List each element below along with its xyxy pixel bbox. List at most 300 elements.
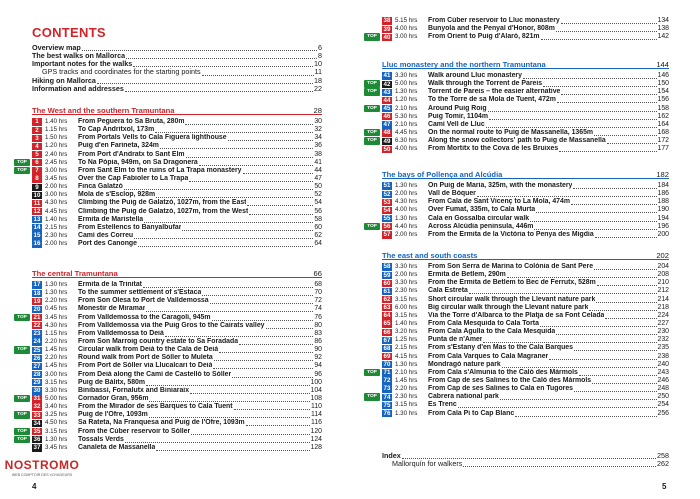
walk-title: From Sant Elm to the ruins of La Trapa monastery	[78, 166, 242, 174]
walk-page: 172	[657, 137, 669, 145]
walk-duration: 1.25 hrs	[395, 336, 418, 344]
walk-list	[367, 182, 669, 239]
top-badge: TOP	[14, 395, 30, 402]
walk-entry[interactable]	[382, 198, 669, 206]
walk-number: 13	[33, 216, 41, 224]
walk-page: 110	[311, 403, 322, 411]
walk-entry[interactable]	[32, 118, 322, 126]
walk-entry[interactable]	[382, 377, 669, 385]
walk-entry[interactable]	[367, 104, 669, 113]
top-badge: TOP	[364, 88, 380, 95]
leader-dots	[246, 419, 310, 426]
walk-entry[interactable]	[382, 361, 669, 369]
leader-dots	[190, 387, 309, 394]
walk-entry[interactable]	[32, 175, 322, 183]
walk-number: 2	[32, 127, 42, 134]
walk-duration: 3.00 hrs	[45, 166, 68, 174]
walk-entry[interactable]	[17, 435, 322, 444]
walk-entry[interactable]	[382, 328, 669, 336]
walk-duration: 5.15 hrs	[395, 17, 418, 25]
walk-entry[interactable]	[367, 393, 669, 401]
section-title: The West and the southern Tramuntana	[32, 106, 175, 115]
section-heading[interactable]	[32, 269, 322, 278]
walk-number: 40	[383, 33, 391, 41]
walk-duration: 6.30 hrs	[395, 137, 418, 145]
walk-entry[interactable]	[17, 395, 322, 403]
walk-page: 196	[657, 222, 669, 230]
walk-entry[interactable]	[32, 216, 322, 224]
walk-title: From Son Marroig country estate to Sa Foradada	[78, 338, 239, 346]
walk-title: From Cala de Sant Vicenç to La Mola, 474m	[428, 198, 570, 206]
walk-page: 56	[314, 207, 322, 215]
walk-entry[interactable]	[382, 271, 669, 279]
walk-title: From the Ermita de la Victòria to Penya des Migdia	[428, 230, 594, 238]
walk-page: 83	[314, 329, 322, 337]
walk-entry[interactable]	[382, 401, 669, 409]
walk-number: 62	[383, 295, 391, 303]
section-spacer	[174, 106, 313, 114]
leader-dots	[239, 338, 313, 345]
walk-entry[interactable]	[382, 25, 669, 33]
walk-page: 134	[657, 17, 669, 25]
walk-entry[interactable]	[17, 411, 322, 419]
walk-number: 30	[33, 387, 41, 395]
walk-page: 38	[314, 150, 322, 158]
walk-duration: 4.00 hrs	[395, 206, 418, 214]
entry-title: The best walks on Mallorca	[32, 52, 126, 61]
walk-title: Bunyola and the Penyal d'Honor, 808m	[428, 25, 555, 33]
walk-entry[interactable]	[32, 322, 322, 330]
leader-dots	[561, 88, 656, 95]
leader-dots	[199, 159, 314, 166]
walk-number: 60	[383, 279, 391, 287]
page-number-right: 5	[662, 482, 667, 491]
walk-page: 190	[657, 206, 669, 214]
walk-duration: 1.30 hrs	[45, 435, 68, 443]
walk-number: 56	[383, 223, 391, 231]
section-heading[interactable]	[382, 60, 669, 69]
walk-number: 15	[33, 232, 41, 240]
walk-page: 164	[657, 120, 669, 128]
walk-number: 42	[383, 80, 391, 88]
walk-entry[interactable]	[367, 129, 669, 137]
walk-title: From Cala Varques to Cala Magraner	[428, 352, 549, 360]
walk-entry[interactable]	[382, 96, 669, 104]
walk-entry[interactable]	[32, 240, 322, 248]
walk-title: Binibassí, Fornalutx and Biniaraix	[78, 386, 190, 394]
leader-dots	[486, 121, 657, 128]
walk-entry[interactable]	[382, 263, 669, 271]
walk-duration: 1.30 hrs	[395, 182, 418, 190]
walk-title: From Estellencs to Banyalbufar	[78, 223, 182, 231]
walk-entry[interactable]	[367, 33, 669, 41]
walk-entry[interactable]	[367, 137, 669, 145]
walk-page: 156	[657, 96, 669, 104]
walk-number: 59	[383, 271, 391, 279]
walk-entry[interactable]	[382, 279, 669, 287]
section-spacer	[546, 60, 657, 68]
page-number-left: 4	[32, 482, 37, 491]
leader-dots	[125, 436, 310, 443]
leader-dots	[595, 231, 657, 238]
walk-title: Punta de n'Amer	[428, 336, 483, 344]
walk-entry[interactable]	[382, 385, 669, 393]
walk-entry[interactable]	[382, 113, 669, 121]
walk-number: 41	[383, 72, 391, 80]
section-spacer	[477, 251, 656, 259]
walk-list	[17, 281, 322, 452]
walk-number: 14	[33, 224, 41, 232]
walk-entry[interactable]	[17, 158, 322, 167]
walk-entry[interactable]	[367, 88, 669, 96]
walk-title: From the Cúber reservoir to Sóller	[78, 427, 191, 435]
walk-entry[interactable]	[382, 336, 669, 344]
walk-entry[interactable]	[32, 142, 322, 150]
section-page: 182	[656, 170, 669, 179]
walk-duration: 3.15 hrs	[395, 311, 418, 319]
walk-page: 74	[314, 305, 322, 313]
walk-entry[interactable]	[367, 80, 669, 88]
leader-dots	[165, 330, 314, 337]
walk-page: 124	[310, 435, 322, 443]
walk-duration: 2.00 hrs	[45, 240, 68, 248]
walk-title: Camí Vell de Lluc	[428, 120, 485, 128]
walk-title: From the Ermita de Betlem to Bec de Ferrutx, 528m	[428, 279, 596, 287]
section-page: 144	[656, 60, 669, 69]
leader-dots	[540, 320, 657, 327]
walk-entry[interactable]	[382, 121, 669, 129]
walk-page: 235	[657, 344, 669, 352]
walk-number: 72	[383, 377, 391, 385]
leader-dots	[228, 134, 314, 141]
walk-number: 71	[383, 369, 391, 377]
walk-title: From Cúber reservoir to Lluc monastery	[428, 17, 560, 25]
walk-number: 55	[383, 214, 391, 222]
walk-title: Tossals Verds	[78, 435, 124, 443]
walk-number: 58	[383, 263, 391, 271]
walk-page: 200	[657, 230, 669, 238]
walk-duration: 1.30 hrs	[45, 289, 68, 297]
walk-title: Circular walk from Deià to the Cala de Deià	[78, 346, 219, 354]
walk-duration: 3.15 hrs	[45, 427, 68, 435]
walk-title: Short circular walk through the Llevant nature park	[428, 295, 596, 303]
walk-entry[interactable]	[17, 313, 322, 322]
walk-number: 38	[383, 17, 391, 25]
walk-title: To Na Pòpia, 949m, on Sa Dragonera	[78, 158, 198, 166]
walk-page: 32	[314, 126, 322, 134]
walk-duration: 2.20 hrs	[45, 354, 68, 362]
leader-dots	[146, 305, 313, 312]
walk-number: 6	[32, 159, 42, 166]
walk-entry[interactable]	[382, 231, 669, 239]
walk-number: 16	[33, 240, 41, 248]
walk-duration: 1.15 hrs	[45, 126, 68, 134]
walk-number: 28	[33, 370, 41, 378]
walk-entry[interactable]	[32, 199, 322, 207]
walk-title: From Son Serra de Marina to Colònia de Sant Pere	[428, 263, 594, 271]
walk-page: 86	[314, 338, 322, 346]
walk-number: 75	[383, 401, 391, 409]
leader-dots	[146, 379, 309, 386]
walk-entry[interactable]	[382, 287, 669, 295]
intro-list	[32, 44, 322, 93]
walk-duration: 3.30 hrs	[395, 279, 418, 287]
walk-page: 218	[657, 303, 669, 311]
walk-page: 54	[314, 199, 322, 207]
top-badge: TOP	[364, 137, 380, 144]
walk-number: 3	[32, 135, 42, 142]
walk-entry[interactable]	[32, 362, 322, 370]
walk-entry[interactable]	[32, 281, 322, 289]
walk-page: 47	[314, 175, 322, 183]
index-entry[interactable]	[382, 460, 669, 468]
walk-entry[interactable]	[382, 344, 669, 352]
walk-entry[interactable]	[382, 410, 669, 418]
walk-entry[interactable]	[32, 354, 322, 362]
leader-dots	[541, 33, 657, 40]
leader-dots	[515, 410, 656, 417]
leader-dots	[191, 428, 309, 435]
walk-entry[interactable]	[17, 166, 322, 175]
walk-number: 39	[383, 25, 391, 33]
walk-entry[interactable]	[32, 289, 322, 297]
walk-entry[interactable]	[382, 182, 669, 190]
walk-page: 254	[657, 401, 669, 409]
walk-title: On the normal route to Puig de Massanella, 1365m	[428, 129, 594, 137]
walk-title: From Cala Mesquida to Cala Torta	[428, 320, 539, 328]
walk-number: 61	[383, 287, 391, 295]
section-heading[interactable]	[382, 170, 669, 179]
leader-dots	[189, 175, 313, 182]
leader-dots	[156, 191, 313, 198]
walk-duration: 3.45 hrs	[45, 443, 68, 451]
walk-duration: 2.15 hrs	[45, 223, 68, 231]
walk-number: 7	[32, 167, 42, 174]
walk-entry[interactable]	[367, 222, 669, 231]
leader-dots	[556, 328, 656, 335]
walk-number: 11	[33, 199, 41, 207]
walk-page: 154	[657, 88, 669, 96]
walk-entry[interactable]	[382, 304, 669, 312]
walk-page: 52	[314, 191, 322, 199]
walk-title: Walk through the Torrent de Pareis	[428, 80, 543, 88]
walk-duration: 3.00 hrs	[395, 33, 418, 41]
section-spacer	[118, 269, 314, 277]
walk-duration: 2.30 hrs	[45, 232, 68, 240]
walk-entry[interactable]	[32, 444, 322, 452]
walk-title: From Port de Sóller via Llucalcari to Deià	[78, 362, 213, 370]
walk-number: 26	[33, 354, 41, 362]
walk-entry[interactable]	[367, 368, 669, 377]
walk-entry[interactable]	[32, 126, 322, 134]
page-title: CONTENTS	[32, 25, 106, 40]
walk-duration: 2.30 hrs	[395, 393, 418, 401]
walk-duration: 1.20 hrs	[395, 96, 418, 104]
walk-entry[interactable]	[32, 183, 322, 191]
leader-dots	[155, 126, 313, 133]
walk-duration: 4.15 hrs	[395, 352, 418, 360]
leader-dots	[536, 206, 656, 213]
walk-duration: 4.50 hrs	[45, 419, 68, 427]
walk-entry[interactable]	[17, 427, 322, 436]
walk-number: 43	[383, 88, 391, 96]
walk-entry[interactable]	[382, 17, 669, 25]
leader-dots	[97, 76, 313, 84]
section-title: Lluc monastery and the northern Tramuntana	[382, 60, 546, 69]
walk-entry[interactable]	[382, 312, 669, 320]
leader-dots	[477, 190, 657, 197]
leader-dots	[160, 142, 313, 149]
walk-number: 63	[383, 304, 391, 312]
walk-page: 100	[310, 378, 322, 386]
walk-entry[interactable]	[32, 208, 322, 216]
leader-dots	[156, 444, 309, 451]
walk-page: 210	[657, 279, 669, 287]
leader-dots	[530, 215, 656, 222]
walk-duration: 3.20 hrs	[395, 328, 418, 336]
walk-title: From Valldemossa via the Puig Gros to the Cairats valley	[78, 321, 265, 329]
walk-number: 76	[383, 409, 391, 417]
walk-title: From s'Estany d'en Mas to the Cala Barques	[428, 344, 573, 352]
leader-dots	[559, 145, 656, 152]
walk-entry[interactable]	[32, 403, 322, 411]
walk-duration: 2.40 hrs	[45, 150, 68, 158]
intro-entry[interactable]	[32, 85, 322, 93]
walk-duration: 1.45 hrs	[45, 346, 68, 354]
walk-page: 92	[314, 354, 322, 362]
walk-entry[interactable]	[32, 151, 322, 159]
walk-entry[interactable]	[382, 72, 669, 80]
walk-number: 47	[383, 121, 391, 129]
walk-number: 48	[383, 129, 391, 137]
leader-dots	[463, 459, 656, 467]
walk-page: 64	[314, 240, 322, 248]
walk-page: 224	[657, 311, 669, 319]
section-page: 66	[313, 269, 322, 278]
walk-entry[interactable]	[32, 387, 322, 395]
walk-entry[interactable]	[382, 145, 669, 153]
section-heading[interactable]	[32, 106, 322, 115]
leader-dots	[507, 271, 657, 278]
walk-page: 104	[310, 386, 322, 394]
walk-title: Vall de Bóquer	[428, 190, 476, 198]
walk-title: Over the Cap Fabioler to La Trapa	[78, 175, 189, 183]
walk-entry[interactable]	[382, 206, 669, 214]
section-heading[interactable]	[382, 251, 669, 260]
leader-dots	[202, 68, 314, 76]
walk-title: From the Mirador de ses Barques to Cala Tuent	[78, 403, 233, 411]
walk-number: 67	[383, 336, 391, 344]
walk-page: 76	[314, 313, 322, 321]
page-ref: 11	[314, 67, 322, 77]
walk-entry[interactable]	[382, 320, 669, 328]
walk-duration: 2.00 hrs	[395, 230, 418, 238]
walk-number: 23	[33, 330, 41, 338]
walk-entry[interactable]	[382, 353, 669, 361]
leader-dots	[605, 312, 656, 319]
walk-duration: 4.40 hrs	[395, 222, 418, 230]
walk-number: 51	[383, 182, 391, 190]
walk-entry[interactable]	[32, 371, 322, 379]
leader-dots	[210, 297, 314, 304]
walk-duration: 2.00 hrs	[395, 271, 418, 279]
walk-title: Climbing the Puig de Galatzó, 1027m, from the West	[78, 207, 249, 215]
walk-number: 31	[33, 395, 41, 403]
walk-entry[interactable]	[382, 190, 669, 198]
walk-title: From Son Olesa to Port de Valldemossa	[78, 297, 209, 305]
entry-title: Information and addresses	[32, 84, 124, 93]
walk-entry[interactable]	[32, 338, 322, 346]
leader-dots	[243, 167, 314, 174]
walk-duration: 1.45 hrs	[45, 362, 68, 370]
walk-entry[interactable]	[382, 296, 669, 304]
walk-entry[interactable]	[32, 379, 322, 387]
leader-dots	[488, 105, 657, 112]
walk-entry[interactable]	[17, 346, 322, 354]
walk-duration: 4.45 hrs	[45, 207, 68, 215]
leader-dots	[232, 371, 313, 378]
walk-page: 168	[657, 129, 669, 137]
walk-title: Cabrera national park	[428, 393, 499, 401]
walk-entry[interactable]	[32, 305, 322, 313]
walk-title: Around Puig Roig	[428, 104, 487, 112]
walk-title: Over Fumat, 335m, to Cala Murta	[428, 206, 536, 214]
walk-page: 96	[314, 370, 322, 378]
walk-number: 20	[33, 305, 41, 313]
top-badge: TOP	[14, 314, 30, 321]
leader-dots	[556, 25, 657, 32]
walk-duration: 3.15 hrs	[395, 401, 418, 409]
walk-page: 62	[314, 232, 322, 240]
walk-number: 45	[383, 104, 391, 112]
walk-title: From Cap de ses Salines to Cala en Tugores	[428, 385, 573, 393]
walk-entry[interactable]	[32, 330, 322, 338]
leader-dots	[125, 84, 313, 92]
walk-number: 1	[32, 118, 42, 125]
walk-duration: 1.45 hrs	[395, 377, 418, 385]
walk-page: 256	[657, 409, 669, 417]
walk-entry[interactable]	[382, 215, 669, 223]
walk-page: 30	[314, 118, 322, 126]
walk-page: 44	[314, 166, 322, 174]
walk-page: 246	[657, 377, 669, 385]
leader-dots	[573, 182, 656, 189]
leader-dots	[124, 183, 314, 190]
walk-entry[interactable]	[32, 224, 322, 232]
walk-duration: 1.50 hrs	[45, 134, 68, 142]
walk-entry[interactable]	[32, 232, 322, 240]
walk-entry[interactable]	[32, 419, 322, 427]
leader-dots	[149, 411, 310, 418]
walk-number: 22	[33, 322, 41, 330]
walk-entry[interactable]	[32, 191, 322, 199]
page-ref: 258	[657, 450, 669, 460]
walk-title: Cala Estreta	[428, 287, 468, 295]
top-badge: TOP	[364, 80, 380, 87]
walk-title: Es Trenc	[428, 401, 457, 409]
walk-duration: 5.00 hrs	[395, 80, 418, 88]
index-list	[382, 452, 669, 468]
walk-title: From Peguera to Sa Bruta, 280m	[78, 118, 185, 126]
top-badge: TOP	[364, 393, 380, 400]
walk-list	[367, 263, 669, 418]
walk-page: 80	[314, 321, 322, 329]
walk-duration: 2.45 hrs	[45, 158, 68, 166]
leader-dots	[594, 129, 656, 136]
walk-entry[interactable]	[32, 134, 322, 142]
walk-duration: 3.45 hrs	[45, 175, 68, 183]
walk-entry[interactable]	[32, 297, 322, 305]
